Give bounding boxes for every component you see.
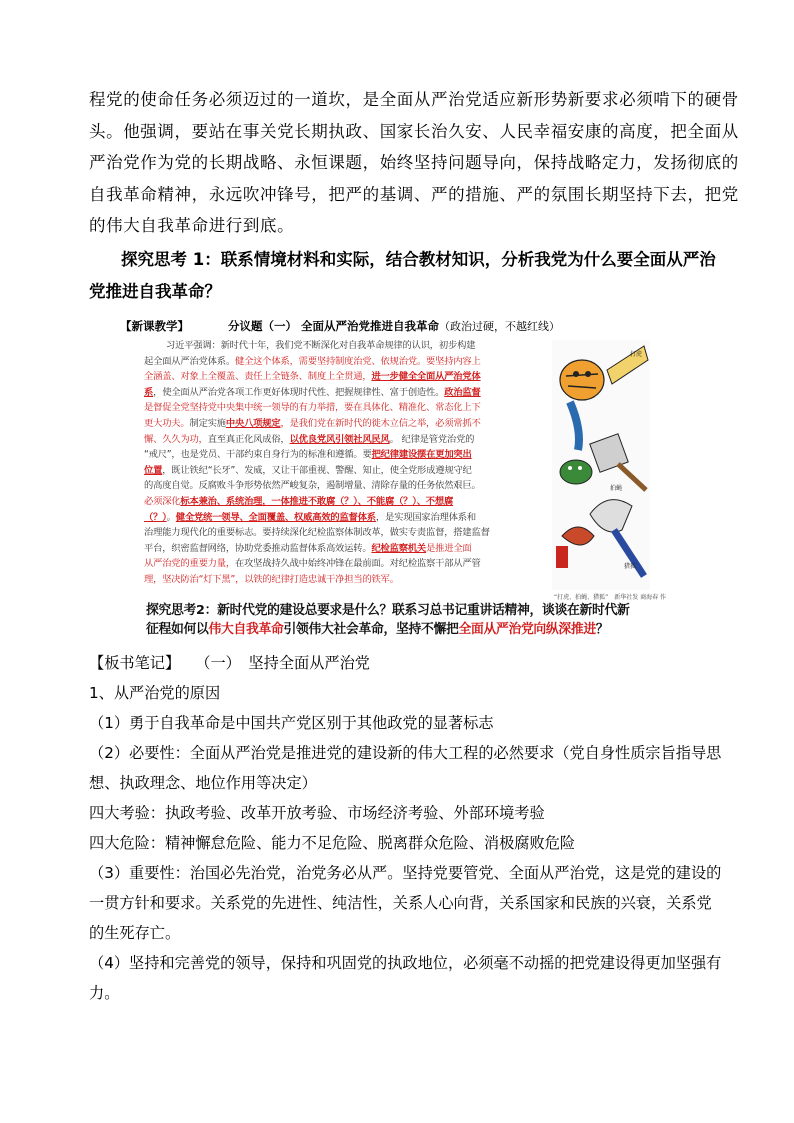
cartoon-label: 打虎 xyxy=(630,351,643,358)
slide-text-run: 是推进全面 xyxy=(426,542,472,554)
slide-text-run: ，是我们党在新时代的徙木立信之举，必须常抓不 xyxy=(280,417,481,429)
slide-text-run: 起全面从严治党体系。 xyxy=(144,355,235,367)
slide-text-line xyxy=(146,620,656,639)
slide-text-line xyxy=(144,385,542,401)
slide-text-run: 系 xyxy=(144,386,154,398)
slide-text-run: 必须深化 xyxy=(144,495,181,507)
slide-text-run: 从严治党的重要力量， xyxy=(144,558,235,570)
slide-text-line xyxy=(144,510,542,526)
notes-line: （2）必要性：全面从严治党是推进党的建设新的伟大工程的必然要求（党自身性质宗旨指导思 xyxy=(89,744,722,762)
notes-line: （1）勇于自我革命是中国共产党区别于其他政党的显著标志 xyxy=(89,714,494,732)
slide-text-run: 进一步健全全面从严治党体 xyxy=(371,371,481,383)
slide-text-line xyxy=(144,447,542,463)
intro-line: 自我革命精神，永远吹冲锋号，把严的基调、严的措施、严的氛围长期坚持下去，把党 xyxy=(89,184,739,204)
slide-text-run: （？） xyxy=(144,511,167,523)
anti-corruption-cartoon xyxy=(552,340,650,590)
slide-tag: 【新课教学】 xyxy=(120,319,189,333)
question-1-line: 探究思考 1：联系情境材料和实际，结合教材知识，分析我党为什么要全面从严治 xyxy=(121,250,716,269)
slide-text-line xyxy=(144,432,542,448)
slide-text-run: 的高度自觉。反腐败斗争形势依然严峻复杂，遏制增量、清除存量的任务依然艰巨。 xyxy=(144,480,481,492)
notes-line: 力。 xyxy=(89,984,120,1002)
notes-line: 的生死存亡。 xyxy=(89,924,181,942)
slide-text-run: 把纪律建设摆在更加突出 xyxy=(371,449,472,461)
slide-text-run: 。 xyxy=(166,511,176,523)
slide-body-text xyxy=(144,338,542,588)
slide-text-run: 标本兼治、系统治理，一体推进不敢腐（？）、不能腐（？）、不想腐 xyxy=(180,495,454,507)
slide-header xyxy=(120,316,650,336)
slide-text-run: 平台，织密监督网络，协助党委推动监督体系高效运转。 xyxy=(144,542,372,554)
slide-text-run: 更大功夫。 xyxy=(144,417,190,429)
slide-text-line xyxy=(144,369,542,385)
slide-text-run: 政治监督 xyxy=(444,386,481,398)
slide-text-run: 征程如何以 xyxy=(146,622,209,637)
cartoon-caption: “打虎、拍蝇、猎狐” 新华社发 商海春 作 xyxy=(554,594,667,601)
slide-text-run: 探究思考2：新时代党的建设总要求是什么？联系习总书记重讲话精神，谈谈在新时代新 xyxy=(146,603,630,618)
slide-text-line xyxy=(144,416,542,432)
slide-text-run: 伟大自我革命 xyxy=(208,622,284,637)
slide-text-line xyxy=(144,556,542,572)
slide-text-run: 要坚持内容上 xyxy=(426,355,481,367)
slide-text-line xyxy=(144,478,542,494)
question-2 xyxy=(146,601,656,639)
slide-text-line xyxy=(144,463,542,479)
slide-text-run: 全涵盖、对象上全覆盖、责任上全链条、制度上全贯通， xyxy=(144,371,372,383)
slide-text-line xyxy=(144,541,542,557)
notes-line: 四大危险：精神懈怠危险、能力不足危险、脱离群众危险、消极腐败危险 xyxy=(89,834,575,852)
slide-text-run: 理，坚决防治“灯下黑”，以铁的纪律打造忠诚干净担当的铁军。 xyxy=(144,573,399,585)
slide-text-run: ？ xyxy=(595,622,609,637)
notes-line: 1、从严治党的原因 xyxy=(89,684,221,702)
slide-text-line xyxy=(144,400,542,416)
slide-text-run: 懈、久久为功， xyxy=(144,433,208,445)
slide-text-run: 习近平强调：新时代十年，我们党不断深化对自我革命规律的认识，初步构建 xyxy=(166,340,476,351)
slide-title-text: 分议题（一） 全面从严治党推进自我革命 xyxy=(228,319,440,333)
notes-line: 四大考验：执政考验、改革开放考验、市场经济考验、外部环境考验 xyxy=(89,804,545,822)
notes-line: 想、执政理念、地位作用等决定） xyxy=(89,774,317,792)
slide-text-run: 是督促全党坚持党中央集中统一领导的有力举措，要在具体化、精准化、常态化上下 xyxy=(144,402,481,414)
slide-text-run: 全面从严治党向纵深推进 xyxy=(458,622,596,637)
intro-line: 头。他强调，要站在事关党长期执政、国家长治久安、人民幸福安康的高度，把全面从 xyxy=(89,121,739,141)
slide-text-line xyxy=(144,572,542,588)
slide-text-run: 引领伟大社会革命，坚持不懈把 xyxy=(283,622,459,637)
notes-line: （3）重要性：治国必先治党，治党务必从严。坚持党要管党、全面从严治党，这是党的建设的 xyxy=(89,864,722,882)
notes-line-heading: 【板书笔记】 （一） 坚持全面从严治党 xyxy=(89,654,370,672)
intro-line: 程党的使命任务必须迈过的一道坎，是全面从严治党适应新形势新要求必须啃下的硬骨 xyxy=(89,90,739,109)
slide-text-run: 在攻坚战持久战中始终冲锋在最前面。对纪检监察干部从严管 xyxy=(234,558,481,570)
slide-text-run: 以优良党风引领社风民风 xyxy=(289,433,390,445)
slide-subtitle: （政治过硬，不越红线） xyxy=(439,320,561,333)
slide-text-run: 健全党统一领导、全面覆盖、权威高效的监督体系 xyxy=(175,511,376,523)
intro-line: 严治党作为党的长期战略、永恒课题，始终坚持问题导向，保持战略定力，发扬彻底的 xyxy=(89,153,739,172)
slide-text-run: 治理能力现代化的重要标志。要持续深化纪检监察体制改革，做实专责监督，搭建监督 xyxy=(144,527,490,539)
slide-text-line xyxy=(144,354,542,370)
slide-text-line xyxy=(144,338,542,354)
intro-line: 的伟大自我革命进行到底。 xyxy=(89,216,295,235)
notes-line: （4）坚持和完善党的领导，保持和巩固党的执政地位，必须毫不动摇的把党建设得更加坚强有 xyxy=(89,954,722,972)
slide-text-run: 。 纪律是管党治党的 xyxy=(389,433,475,445)
slide-title xyxy=(228,318,560,334)
slide-text-run: 位置 xyxy=(144,464,163,476)
slide-text-run: ，既让铁纪“长牙”、发威，又让干部重视、警醒、知止，使全党形成遵规守纪 xyxy=(162,464,472,476)
slide-text-run: 直至真正化风成俗， xyxy=(207,433,290,445)
board-notes xyxy=(89,648,722,1008)
slide-text-line xyxy=(144,494,542,510)
slide-text-line xyxy=(144,525,542,541)
slide-text-run: “戒尺”，也是党员、干部约束自身行为的标准和遵循。要 xyxy=(144,449,372,461)
slide-text-run: ，是实现国家治理体系和 xyxy=(375,511,476,523)
cartoon-label: 猎狐 xyxy=(624,563,637,570)
slide-text-line xyxy=(146,601,656,620)
question-1 xyxy=(89,244,716,308)
intro-paragraph xyxy=(89,84,739,242)
slide-text-run: 中央八项规定 xyxy=(225,417,281,429)
cartoon-label: 拍蝇 xyxy=(610,485,623,492)
question-1-line: 党推进自我革命？ xyxy=(89,282,221,301)
slide-text-run: 纪检监察机关 xyxy=(371,542,427,554)
lesson-slide-image xyxy=(120,316,667,642)
slide-text-run: 健全这个体系，需要坚持制度治党、依规治党。 xyxy=(234,355,427,367)
notes-line: 一贯方针和要求。关系党的先进性、纯洁性，关系人心向背，关系国家和民族的兴衰，关系党 xyxy=(89,894,712,912)
slide-text-run: ，使全面从严治党各项工作更好体现时代性、把握规律性、富于创造性。 xyxy=(153,386,445,398)
slide-text-run: 制定实施 xyxy=(189,417,226,429)
